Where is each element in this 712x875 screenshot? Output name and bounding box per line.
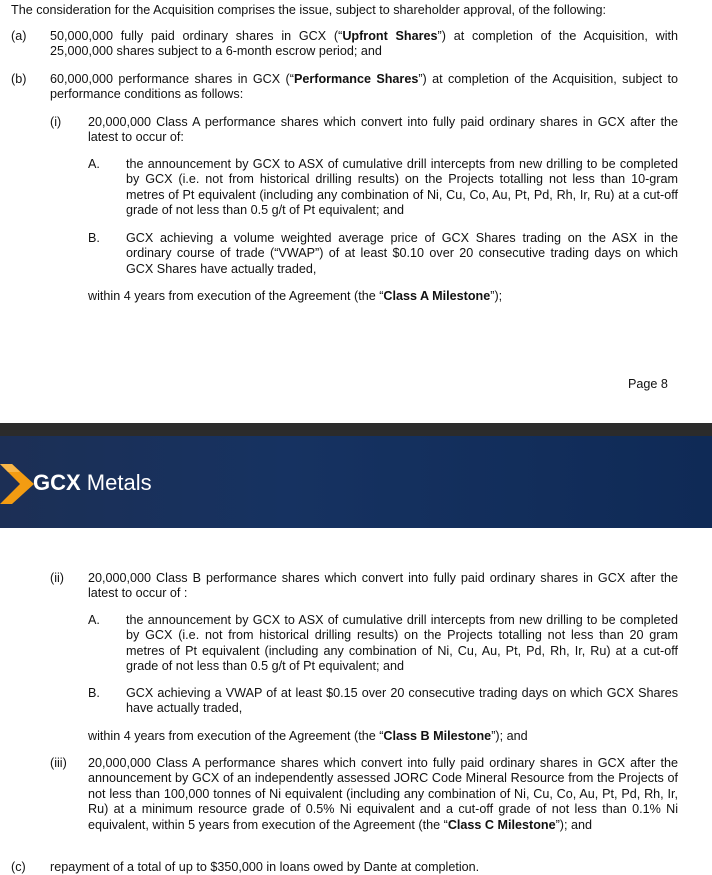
sub-ii-a-marker: A. <box>88 613 100 627</box>
sub-i-b-marker: B. <box>88 231 100 245</box>
class-b-milestone-line: within 4 years from execution of the Agreement (the “Class B Milestone”); and <box>88 729 528 743</box>
intro-paragraph: The consideration for the Acquisition comprises the issue, subject to shareholder approval, of the following: <box>11 3 607 17</box>
item-c-text: repayment of a total of up to $350,000 in loans owed by Dante at completion. <box>50 860 480 874</box>
sub-ii-b-text: GCX achieving a VWAP of at least $0.15 over 20 consecutive trading days on which GCX Shares have actually traded, <box>126 686 678 716</box>
class-c-milestone-term: Class C Milestone <box>447 817 556 832</box>
upfront-shares-term: Upfront Shares <box>342 29 438 43</box>
class-a-milestone-line: within 4 years from execution of the Agreement (the “Class A Milestone”); <box>88 289 503 303</box>
sub-i-a-marker: A. <box>88 157 100 171</box>
sub-ii-b-marker: B. <box>88 686 100 700</box>
item-b-marker: (b) <box>11 72 27 86</box>
sub-ii-a-text: the announcement by GCX to ASX of cumulative drill intercepts from new drilling to be completed by GCX (i.e. not from historical drilling results) on the Projects totalling not less than 20 gram metres of Pt equivalent (including any combination of Ni, Cu, Au, Pt, Pd, Rh, Ir, Ru) at a cut-off grade of not less than 0.5 g/t of Pt equivalent; and <box>126 613 678 674</box>
performance-shares-term: Performance Shares <box>293 72 419 86</box>
gcx-logo-icon <box>0 460 34 508</box>
sub-i-b-text: GCX achieving a volume weighted average price of GCX Shares trading on the ASX in the ordinary course of trade (“VWAP”) of at least $0.10 over 20 consecutive trading days on which GCX Shares have actually traded, <box>126 231 678 276</box>
item-a-text: 50,000,000 fully paid ordinary shares in GCX (“Upfront Shares”) at completion of the Acquisition, with 25,000,000 shares subject to a 6-month escrow period; and <box>50 29 678 59</box>
page-number: Page 8 <box>628 377 668 391</box>
sub-i-marker: (i) <box>50 115 62 129</box>
sub-iii-text: 20,000,000 Class A performance shares which convert into fully paid ordinary shares in GCX after the announcement by GCX of an independently assessed JORC Code Mineral Resource from the Projects of not less than 100,000 tonnes of Ni equivalent (including any combination of Ni, Cu, Co, Au, Pt, Pd, Rh, Ir, Ru) at a minimum resource grade of 0.5% Ni equivalent and a cut-off grade of not less than 0.1% Ni equivalent, within 5 years from execution of the Agreement (the “Class C Milestone”); and <box>88 756 678 832</box>
page-separator <box>0 423 712 436</box>
item-c-marker: (c) <box>11 860 26 874</box>
item-b-text: 60,000,000 performance shares in GCX (“Performance Shares”) at completion of the Acquisition, subject to performance conditions as follows: <box>50 72 678 102</box>
item-a-marker: (a) <box>11 29 27 43</box>
sub-i-a-text: the announcement by GCX to ASX of cumulative drill intercepts from new drilling to be completed by GCX (i.e. not from historical drilling results) on the Projects totalling not less than 10-gram metres of Pt equivalent (including any combination of Ni, Cu, Co, Au, Pt, Pd, Rh, Ir, Ru) at a cut-off grade of not less than 0.5 g/t of Pt equivalent; and <box>126 157 678 218</box>
sub-iii-marker: (iii) <box>50 756 67 770</box>
sub-ii-marker: (ii) <box>50 571 64 585</box>
company-logo: GCX Metals <box>33 470 152 495</box>
sub-i-text: 20,000,000 Class A performance shares which convert into fully paid ordinary shares in GCX after the latest to occur of: <box>88 115 678 145</box>
sub-ii-text: 20,000,000 Class B performance shares which convert into fully paid ordinary shares in GCX after the latest to occur of : <box>88 571 678 601</box>
